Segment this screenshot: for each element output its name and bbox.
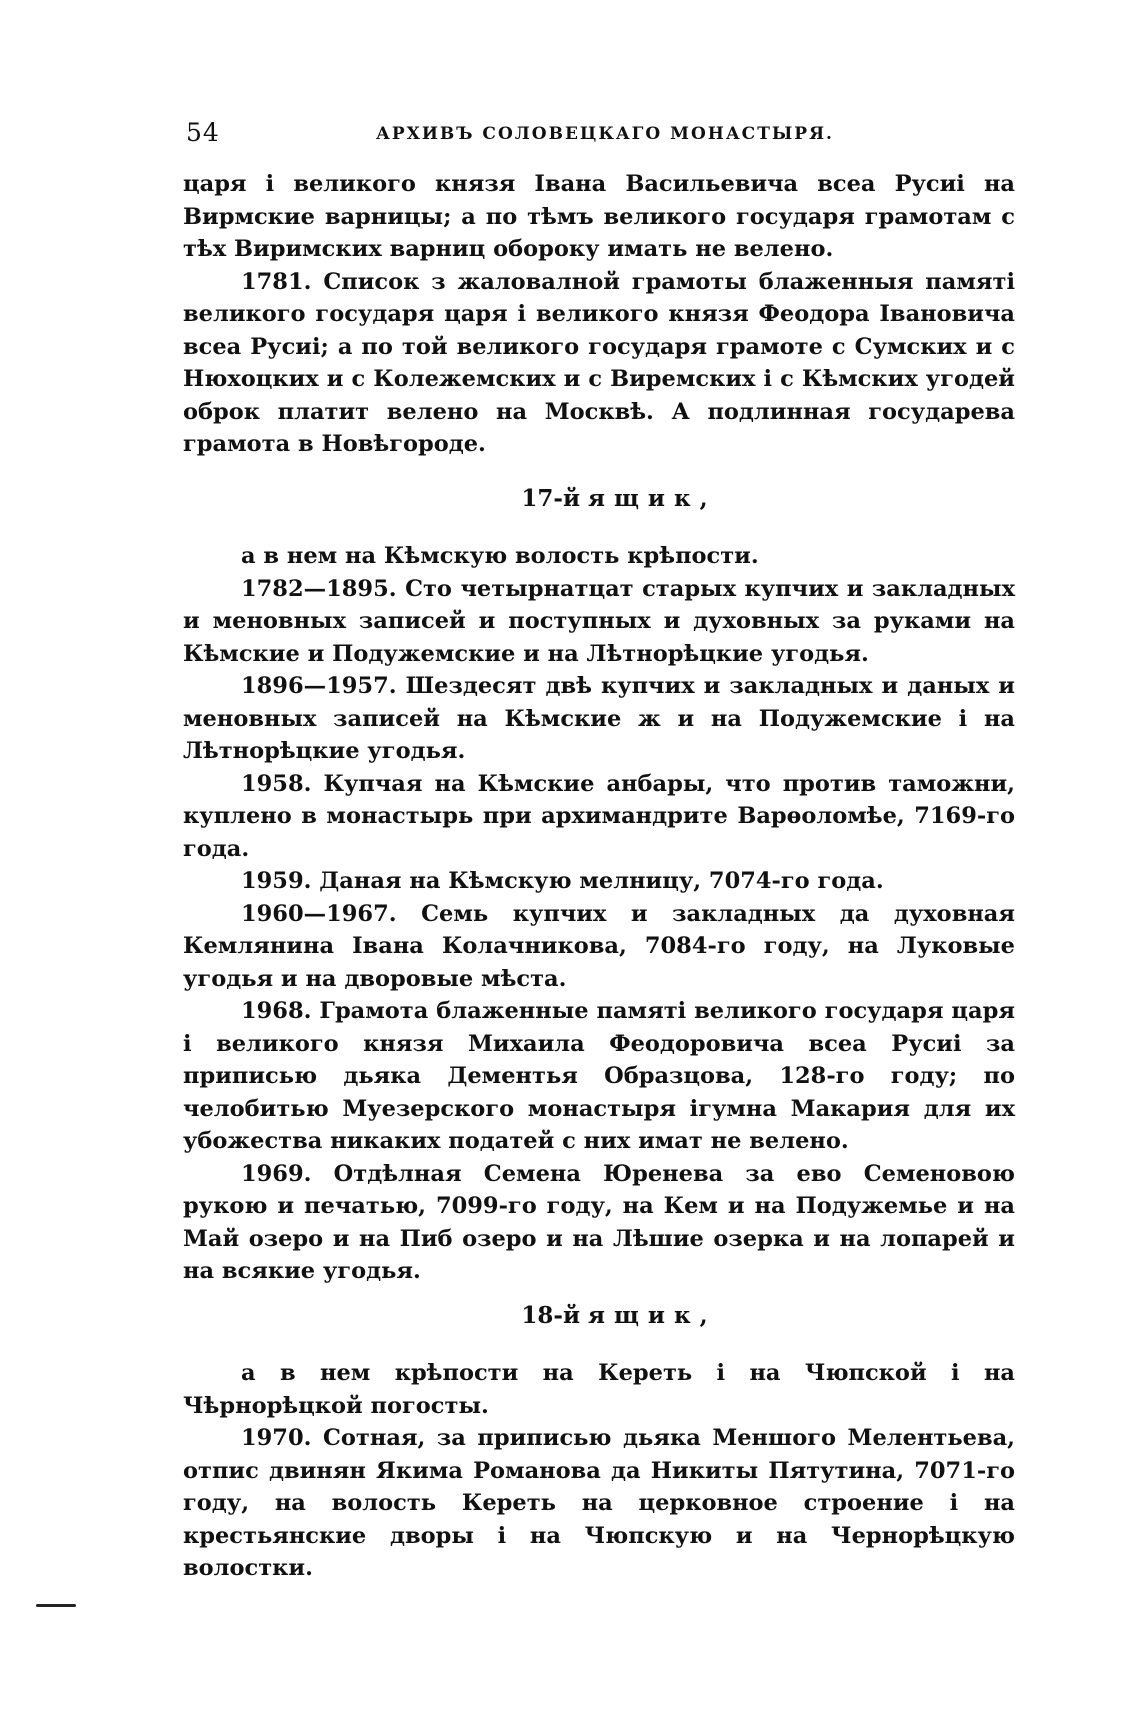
section-heading-18-word: ящик, bbox=[588, 1301, 717, 1329]
section-heading-17 bbox=[183, 483, 1015, 516]
section-18-description: а в нем крѣпости на Кереть і на Чюпской і на Чѣрнорѣцкой погосты. bbox=[183, 1360, 1015, 1419]
entry-1959: 1959. Даная на Кѣмскую мелницу, 7074-го года. bbox=[241, 868, 884, 894]
page-number: 54 bbox=[186, 118, 220, 147]
entry-1781: 1781. Список з жаловалной грамоты блаженныя памяті великого государя царя і великого князя Феодора Івановича всеа Русиі; а по той великого государя грамоте с Сумских и с Нюхоцких и с Колежемских и с Виремских і с Кѣмских угодей оброк платит велено на Москвѣ. А подлинная государева грамота в Новѣгороде. bbox=[183, 268, 1015, 457]
section-heading-17-number: 17-й bbox=[521, 484, 581, 512]
section-heading-17-word: ящик, bbox=[588, 484, 717, 512]
entry-1958: 1958. Купчая на Кѣмские анбары, что против таможни, куплено в монастырь при архимандрите Варѳоломѣе, 7169-го года. bbox=[183, 770, 1015, 862]
section-17-description: а в нем на Кѣмскую волость крѣпости. bbox=[241, 543, 759, 569]
running-title: АРХИВЪ СОЛОВЕЦКАГО МОНАСТЫРЯ. bbox=[376, 124, 834, 144]
entry-1896-1957: 1896—1957. Шездесят двѣ купчих и закладных и даных и меновных записей на Кѣмские ж и на Подужемские і на Лѣтнорѣцкие угодья. bbox=[183, 673, 1015, 764]
entry-1960-1967: 1960—1967. Семь купчих и закладных да духовная Кемлянина Івана Колачникова, 7084-го году, на Луковые угодья и на дворовые мѣста. bbox=[183, 900, 1015, 992]
paragraph-continuation: царя і великого князя Івана Васильевича всеа Русиі на Вирмские варницы; а по тѣмъ великого государя грамотам с тѣх Виримских варниц обороку имать не велено. bbox=[183, 171, 1015, 262]
entry-1968: 1968. Грамота блаженные памяті великого государя царя і великого князя Михаила Феодоровича всеа Русиі за приписью дьяка Дементья Образцова, 128-го году; по челобитью Муезерского монастыря ігумна Макария для их убожества никаких податей с них имат не велено. bbox=[183, 998, 1015, 1154]
entry-1782-1895: 1782—1895. Сто четырнатцат старых купчих и закладных и меновных записей и поступных и духовных за руками на Кѣмские и Подужемские и на Лѣтнорѣцкие угодья. bbox=[183, 575, 1015, 667]
body-text bbox=[183, 168, 1015, 1585]
margin-scan-mark bbox=[36, 1604, 76, 1607]
section-heading-18 bbox=[183, 1300, 1015, 1333]
section-heading-18-number: 18-й bbox=[521, 1301, 581, 1329]
entry-1969: 1969. Отдѣлная Семена Юренева за ево Семеновою рукою и печатью, 7099-го году, на Кем и на Подужемье и на Май озеро и на Пиб озеро и на Лѣшие озерка и на лопарей и на всякие угодья. bbox=[183, 1160, 1015, 1284]
entry-1970: 1970. Сотная, за приписью дьяка Меншого Мелентьева, отпис двинян Якима Романова да Никиты Пятутина, 7071-го году, на волость Кереть на церковное строение і на крестьянские дворы і на Чюпскую и на Чернорѣцкую волостки. bbox=[183, 1425, 1015, 1581]
running-header bbox=[186, 118, 1016, 158]
